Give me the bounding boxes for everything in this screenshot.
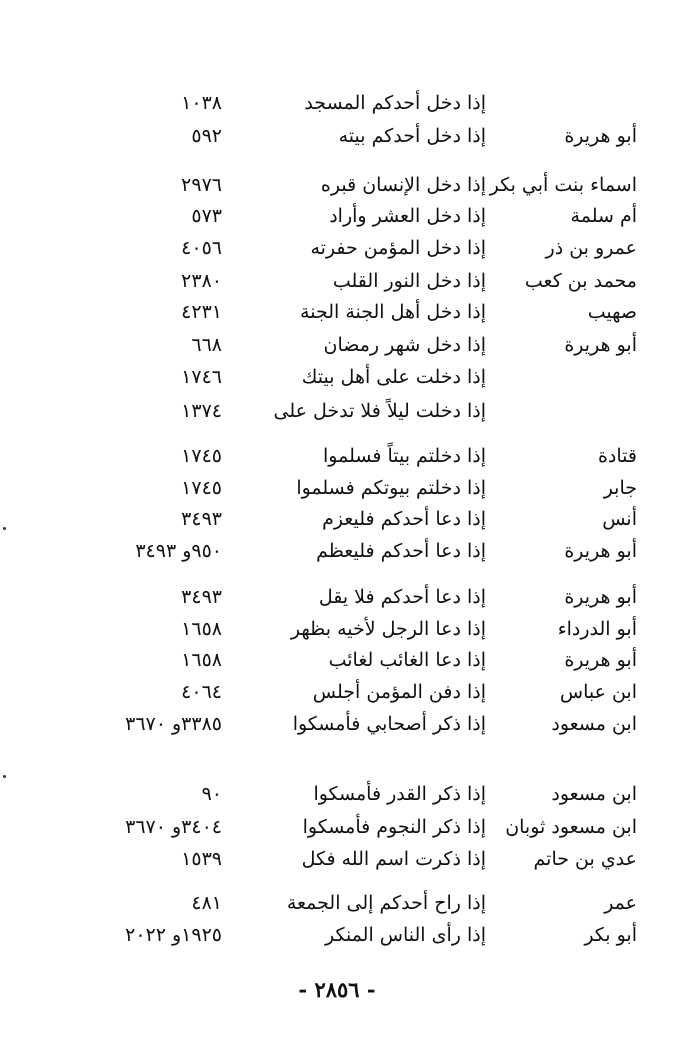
- narrator-name: ابن مسعود: [551, 713, 637, 735]
- hadith-text: إذا دفن المؤمن أجلس: [312, 681, 486, 703]
- index-row: [0, 88, 674, 118]
- reference-number: ٣٤٠٤و ٣٦٧٠: [125, 816, 222, 838]
- hadith-text: إذا دخلتم بيوتكم فسلموا: [296, 477, 486, 499]
- reference-number: ١٦٥٨: [181, 618, 222, 640]
- hadith-text: إذا دخل النور القلب: [332, 270, 486, 292]
- narrator-name: اسماء بنت أبي بكر: [489, 174, 637, 196]
- reference-number: ١٥٣٩: [181, 848, 222, 870]
- reference-number: ٩٥٠و ٣٤٩٣: [135, 540, 222, 562]
- reference-number: ٥٩٢: [191, 125, 222, 147]
- index-row: [0, 888, 674, 918]
- reference-number: ١٧٤٦: [181, 366, 222, 388]
- narrator-name: عمرو بن ذر: [545, 237, 637, 259]
- reference-number: ٩٠: [201, 783, 222, 805]
- hadith-text: إذا دخلتم بيتاً فسلموا: [323, 445, 486, 467]
- index-row: [0, 812, 674, 842]
- narrator-name: ابن مسعود ثوبان: [505, 816, 637, 838]
- index-row: [0, 614, 674, 644]
- index-row: [0, 504, 674, 534]
- reference-number: ٤٠٥٦: [181, 237, 222, 259]
- hadith-text: إذا راح أحدكم إلى الجمعة: [286, 892, 486, 914]
- hadith-text: إذا ذكرت اسم الله فكل: [301, 848, 486, 870]
- reference-number: ١٧٤٥: [181, 477, 222, 499]
- index-row: [0, 362, 674, 392]
- index-row: [0, 779, 674, 809]
- index-row: [0, 266, 674, 296]
- index-row: [0, 330, 674, 360]
- narrator-name: أبو هريرة: [564, 586, 637, 608]
- reference-number: ٣٤٩٣: [181, 508, 222, 530]
- hadith-text: إذا دخل أحدكم المسجد: [304, 92, 486, 114]
- reference-number: ٥٧٣: [191, 205, 222, 227]
- hadith-text: إذا دعا الرجل لأخيه بظهر: [290, 618, 486, 640]
- index-row: [0, 677, 674, 707]
- reference-number: ١٧٤٥: [181, 445, 222, 467]
- reference-number: ٤٠٦٤: [181, 681, 222, 703]
- hadith-text: إذا دعا أحدكم فلا يقل: [318, 586, 486, 608]
- margin-mark: [3, 527, 6, 530]
- narrator-name: صهيب: [587, 301, 637, 323]
- reference-number: ٦٦٨: [191, 334, 222, 356]
- narrator-name: ابن مسعود: [551, 783, 637, 805]
- hadith-text: إذا دعا أحدكم فليعزم: [322, 508, 486, 530]
- hadith-text: إذا ذكر النجوم فأمسكوا: [302, 816, 486, 838]
- index-row: [0, 709, 674, 739]
- index-row: [0, 233, 674, 263]
- reference-number: ٢٣٨٠: [181, 270, 222, 292]
- narrator-name: أبو الدرداء: [557, 618, 637, 640]
- index-row: [0, 473, 674, 503]
- index-row: [0, 645, 674, 675]
- reference-number: ٤٨١: [191, 892, 222, 914]
- hadith-text: إذا دخل الإنسان قبره: [320, 174, 486, 196]
- index-row: [0, 844, 674, 874]
- narrator-name: أبو هريرة: [564, 540, 637, 562]
- narrator-name: عمر: [604, 892, 637, 914]
- reference-number: ١٦٥٨: [181, 649, 222, 671]
- reference-number: ٢٩٧٦: [181, 174, 222, 196]
- narrator-name: محمد بن كعب: [524, 270, 637, 292]
- margin-mark: [3, 775, 6, 778]
- reference-number: ١٠٣٨: [181, 92, 222, 114]
- index-row: [0, 121, 674, 151]
- hadith-text: إذا ذكر القدر فأمسكوا: [313, 783, 486, 805]
- index-row: [0, 201, 674, 231]
- hadith-text: إذا دخلت على أهل بيتك: [301, 366, 486, 388]
- hadith-text: إذا رأى الناس المنكر: [324, 924, 486, 946]
- index-row: [0, 170, 674, 200]
- hadith-text: إذا دخل العشر وأراد: [329, 205, 486, 227]
- hadith-text: إذا دخل أحدكم بيته: [338, 125, 486, 147]
- narrator-name: أبو هريرة: [564, 125, 637, 147]
- page-number: - ٢٨٥٦ -: [298, 977, 376, 1002]
- narrator-name: أبو بكر: [584, 924, 637, 946]
- index-row: [0, 396, 674, 426]
- index-row: [0, 582, 674, 612]
- narrator-name: أبو هريرة: [564, 649, 637, 671]
- reference-number: ٣٤٩٣: [181, 586, 222, 608]
- index-row: [0, 297, 674, 327]
- hadith-text: إذا دخل أهل الجنة الجنة: [300, 301, 486, 323]
- hadith-text: إذا دخل شهر رمضان: [323, 334, 486, 356]
- reference-number: ٤٢٣١: [181, 301, 222, 323]
- narrator-name: أم سلمة: [570, 205, 637, 227]
- hadith-text: إذا دعا أحدكم فليعظم: [316, 540, 486, 562]
- hadith-text: إذا دخلت ليلاً فلا تدخل على: [273, 400, 486, 422]
- index-row: [0, 536, 674, 566]
- narrator-name: قتادة: [597, 445, 637, 467]
- narrator-name: ابن عباس: [559, 681, 637, 703]
- reference-number: ١٩٢٥و ٢٠٢٢: [125, 924, 222, 946]
- hadith-text: إذا دعا الغائب لغائب: [328, 649, 486, 671]
- hadith-text: إذا ذكر أصحابي فأمسكوا: [292, 713, 486, 735]
- reference-number: ٣٣٨٥و ٣٦٧٠: [125, 713, 222, 735]
- index-row: [0, 441, 674, 471]
- index-row: [0, 920, 674, 950]
- narrator-name: جابر: [603, 477, 637, 499]
- narrator-name: أنس: [602, 508, 637, 530]
- reference-number: ١٣٧٤: [181, 400, 222, 422]
- narrator-name: عدي بن حاتم: [533, 848, 637, 870]
- narrator-name: أبو هريرة: [564, 334, 637, 356]
- hadith-text: إذا دخل المؤمن حفرته: [310, 237, 486, 259]
